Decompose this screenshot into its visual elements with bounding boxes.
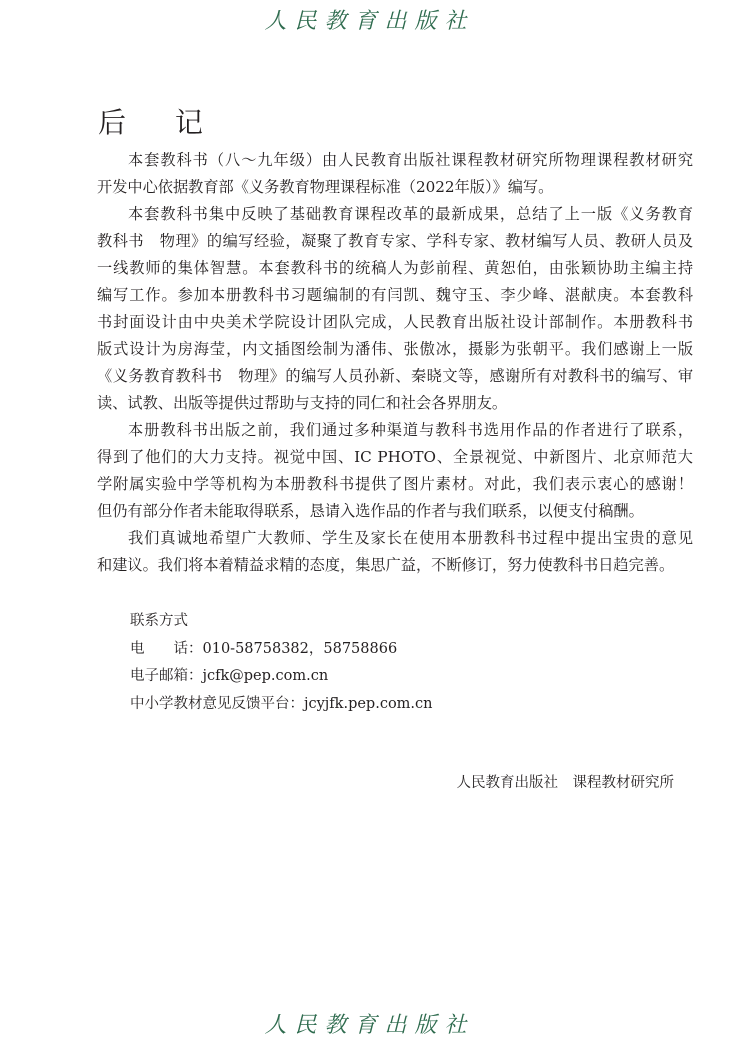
paragraph-line: 一线教师的集体智慧。本套教科书的统稿人为彭前程、黄恕伯，由张颖协助主编主持	[97, 259, 693, 277]
signature: 人民教育出版社 课程教材研究所	[456, 775, 674, 791]
paragraph-line: 教科书 物理》的编写经验，凝聚了教育专家、学科专家、教材编写人员、教研人员及	[97, 232, 693, 250]
publisher-logo-header: 人民教育出版社	[264, 9, 475, 34]
publisher-logo-footer: 人民教育出版社	[264, 1013, 475, 1038]
paragraph-line: 本套教科书（八～九年级）由人民教育出版社课程教材研究所物理课程教材研究	[128, 151, 693, 169]
paragraph-line: 编写工作。参加本册教科书习题编制的有闫凯、魏守玉、李少峰、湛献庚。本套教科	[97, 286, 693, 304]
paragraph	[97, 525, 693, 579]
paragraph	[97, 147, 693, 201]
page-title: 后 记	[98, 105, 223, 139]
contact-info	[130, 608, 433, 718]
paragraph-line: 版式设计为房海莹，内文插图绘制为潘伟、张傲冰，摄影为张朝平。我们感谢上一版	[97, 340, 693, 358]
paragraph-line: 《义务教育教科书 物理》的编写人员孙新、秦晓文等，感谢所有对教科书的编写、审	[97, 367, 693, 385]
paragraph-line: 我们真诚地希望广大教师、学生及家长在使用本册教科书过程中提出宝贵的意见	[128, 529, 693, 547]
paragraph	[97, 201, 693, 417]
contact-email: 电子邮箱：jcfk@pep.com.cn	[130, 668, 329, 684]
paragraph	[97, 417, 693, 525]
paragraph-line: 学附属实验中学等机构为本册教科书提供了图片素材。对此，我们表示衷心的感谢！	[97, 475, 693, 493]
afterword-body	[97, 147, 693, 579]
paragraph-line: 读、试教、出版等提供过帮助与支持的同仁和社会各界朋友。	[97, 394, 508, 412]
paragraph-line: 开发中心依据教育部《义务教育物理课程标准（2022年版）》编写。	[97, 178, 554, 196]
paragraph-line: 本套教科书集中反映了基础教育课程改革的最新成果，总结了上一版《义务教育	[128, 205, 693, 223]
paragraph-line: 本册教科书出版之前，我们通过多种渠道与教科书选用作品的作者进行了联系，	[128, 421, 693, 439]
paragraph-line: 和建议。我们将本着精益求精的态度，集思广益，不断修订，努力使教科书日趋完善。	[97, 556, 675, 574]
contact-phone: 电 话：010-58758382，58758866	[130, 640, 398, 657]
paragraph-line: 但仍有部分作者未能取得联系，恳请入选作品的作者与我们联系，以便支付稿酬。	[97, 502, 644, 520]
contact-feedback: 中小学教材意见反馈平台：jcyjfk.pep.com.cn	[130, 695, 433, 712]
paragraph-line: 得到了他们的大力支持。视觉中国、IC PHOTO、全景视觉、中新图片、北京师范大	[97, 448, 693, 466]
paragraph-line: 书封面设计由中央美术学院设计团队完成，人民教育出版社设计部制作。本册教科书	[97, 313, 693, 331]
contact-heading: 联系方式	[130, 613, 188, 629]
